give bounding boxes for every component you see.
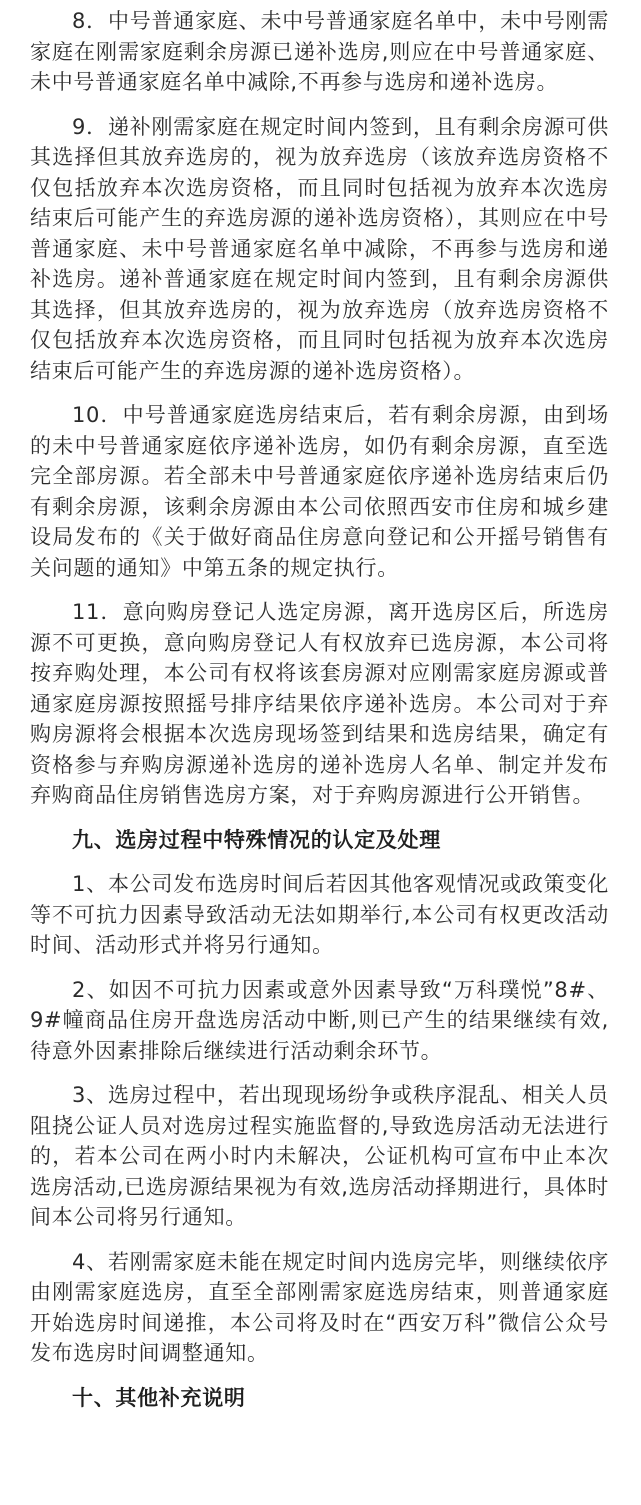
special-case-paragraph-3: 3、选房过程中，若出现现场纷争或秩序混乱、相关人员阻挠公证人员对选房过程实施监督的,导致选房活动无法进行的，若本公司在两小时内未解决，公证机构可宣布中止本次选房活动,已选房源结果视为有效,选房活动择期进行，具体时间本公司将另行通知。 [30, 1083, 609, 1229]
rule-paragraph-9: 9．递补刚需家庭在规定时间内签到，且有剩余房源可供其选择但其放弃选房的，视为放弃选房（该放弃选房资格不仅包括放弃本次选房资格，而且同时包括视为放弃本次选房结束后可能产生的弃选房源的递补选房资格），其则应在中号普通家庭、未中号普通家庭名单中减除，不再参与选房和递补选房。递补普通家庭在规定时间内签到，且有剩余房源供其选择，但其放弃选房的，视为放弃选房（放弃选房资格不仅包括放弃本次选房资格，而且同时包括视为放弃本次选房结束后可能产生的弃选房源的递补选房资格）。 [30, 114, 609, 383]
rule-paragraph-11: 11．意向购房登记人选定房源，离开选房区后，所选房源不可更换，意向购房登记人有权放弃已选房源，本公司将按弃购处理，本公司有权将该套房源对应刚需家庭房源或普通家庭房源按照摇号排序结果依序递补选房。本公司对于弃购房源将会根据本次选房现场签到结果和选房结果，确定有资格参与弃购房源递补选房的递补选房人名单、制定并发布弃购商品住房销售选房方案，对于弃购房源进行公开销售。 [30, 600, 609, 807]
rule-paragraph-8: 8．中号普通家庭、未中号普通家庭名单中，未中号刚需家庭在刚需家庭剩余房源已递补选房,则应在中号普通家庭、未中号普通家庭名单中减除,不再参与选房和递补选房。 [30, 9, 609, 94]
section-heading-9: 九、选房过程中特殊情况的认定及处理 [72, 827, 441, 852]
special-case-paragraph-2: 2、如因不可抗力因素或意外因素导致“万科璞悦”8#、9#幢商品住房开盘选房活动中断,则已产生的结果继续有效,待意外因素排除后继续进行活动剩余环节。 [30, 977, 609, 1063]
special-case-paragraph-1: 1、本公司发布选房时间后若因其他客观情况或政策变化等不可抗力因素导致活动无法如期举行,本公司有权更改活动时间、活动形式并将另行通知。 [30, 872, 609, 957]
section-heading-10: 十、其他补充说明 [72, 1385, 246, 1410]
rule-paragraph-10: 10．中号普通家庭选房结束后，若有剩余房源，由到场的未中号普通家庭依序递补选房，如仍有剩余房源，直至选完全部房源。若全部未中号普通家庭依序递补选房结束后仍有剩余房源，该剩余房源由本公司依照西安市住房和城乡建设局发布的《关于做好商品住房意向登记和公开摇号销售有关问题的通知》中第五条的规定执行。 [30, 403, 609, 580]
special-case-paragraph-4: 4、若刚需家庭未能在规定时间内选房完毕，则继续依序由刚需家庭选房，直至全部刚需家庭选房结束，则普通家庭开始选房时间递推，本公司将及时在“西安万科”微信公众号发布选房时间调整通知。 [30, 1249, 609, 1365]
